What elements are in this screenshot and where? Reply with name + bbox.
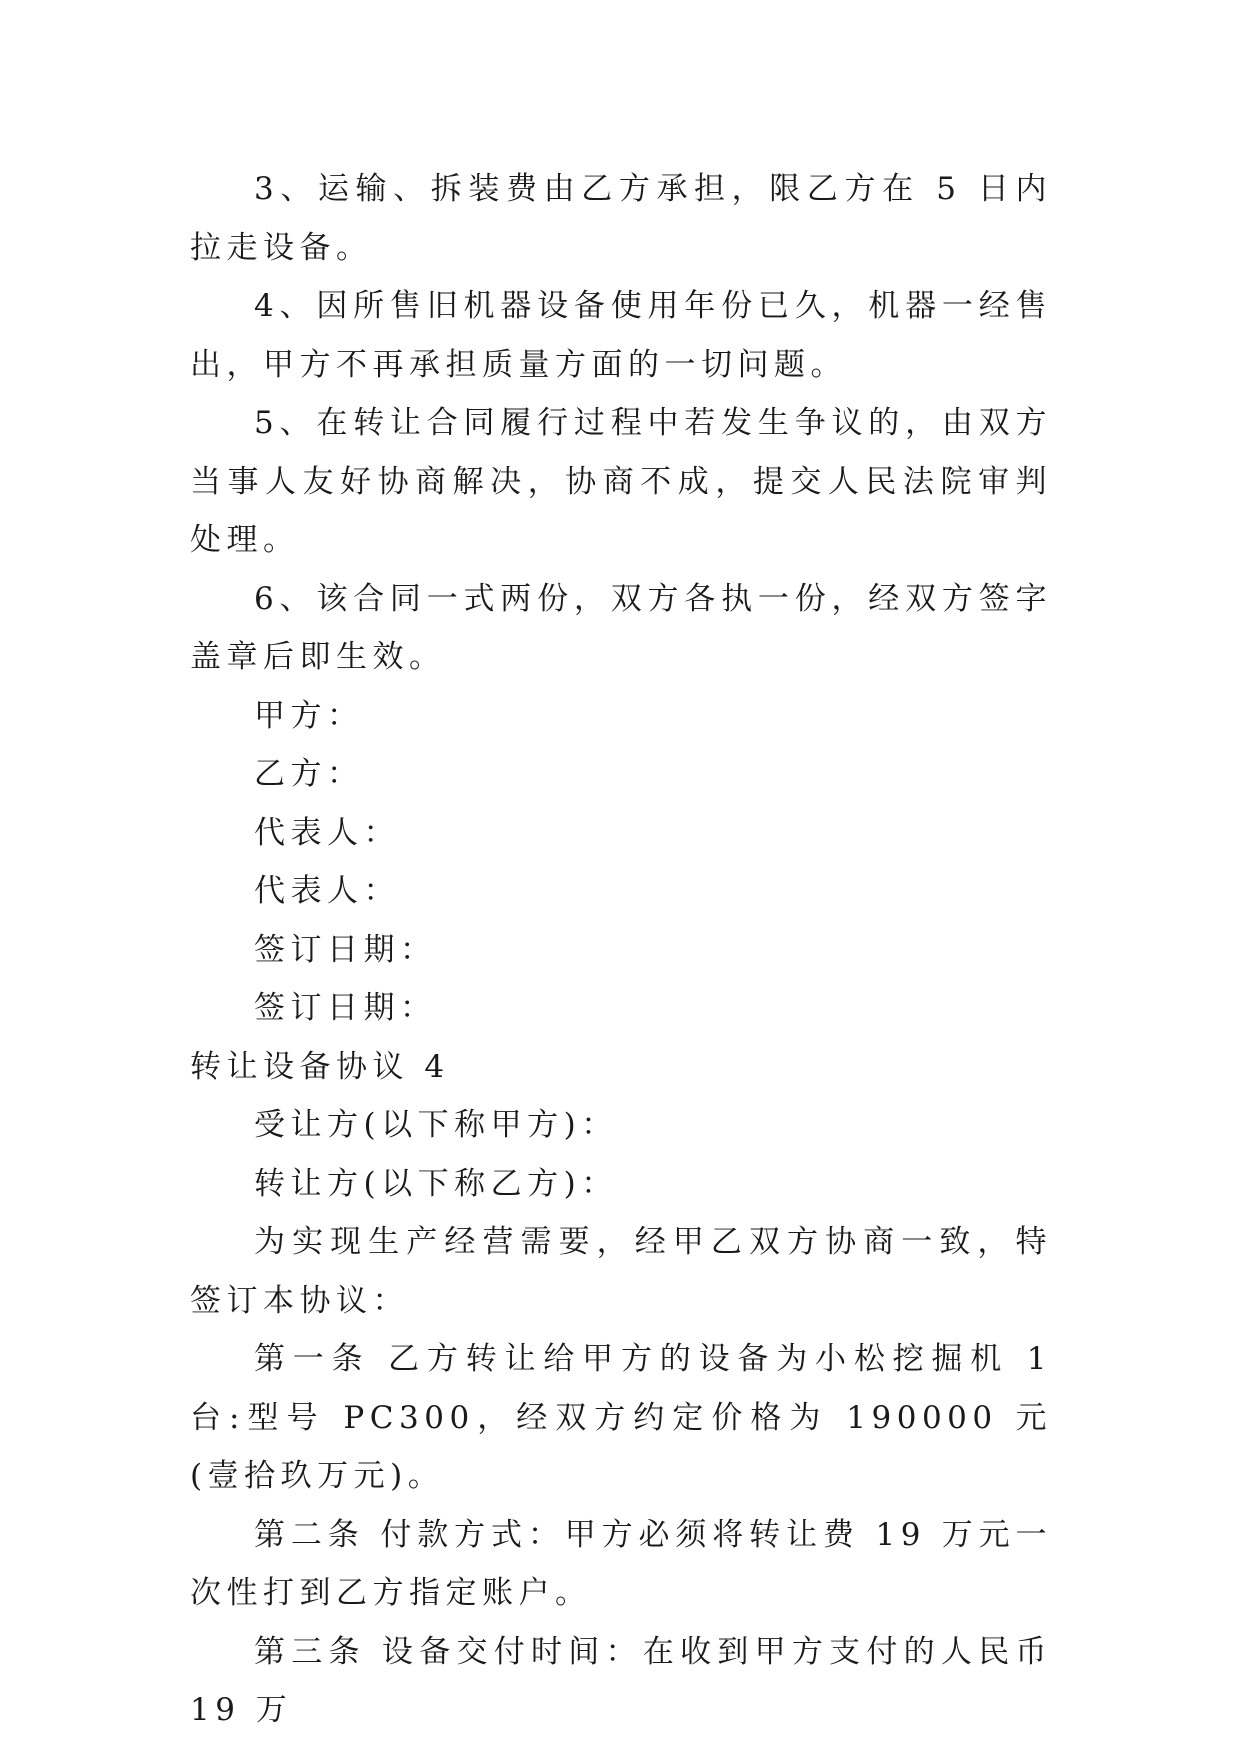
article-1: 第一条 乙方转让给甲方的设备为小松挖掘机 1 台:型号 PC300，经双方约定价格为 190000 元(壹拾玖万元)。 [190,1341,1052,1494]
preamble: 为实现生产经营需要，经甲乙双方协商一致，特签订本协议： [190,1224,1052,1319]
article-2: 第二条 付款方式：甲方必须将转让费 19 万元一次性打到乙方指定账户。 [190,1516,1052,1611]
signature-representative-a: 代表人： [254,814,400,851]
clause-6: 6、该合同一式两份，双方各执一份，经双方签字盖章后即生效。 [190,580,1052,675]
clause-3: 3、运输、拆装费由乙方承担，限乙方在 5 日内拉走设备。 [190,171,1052,266]
signature-representative-b: 代表人： [254,873,400,909]
signature-party-a: 甲方： [254,697,364,734]
transferee-line: 受让方(以下称甲方)： [254,1107,618,1143]
transferor-line: 转让方(以下称乙方)： [254,1165,618,1202]
article-3: 第三条 设备交付时间：在收到甲方支付的人民币 19 万 [190,1633,1052,1728]
clause-5: 5、在转让合同履行过程中若发生争议的，由双方当事人友好协商解决，协商不成，提交人民法院审判处理。 [190,405,1052,558]
clause-4: 4、因所售旧机器设备使用年份已久，机器一经售出，甲方不再承担质量方面的一切问题。 [190,288,1052,383]
signing-date-a: 签订日期： [254,931,437,968]
signature-party-b: 乙方： [254,756,364,792]
agreement-title: 转让设备协议 4 [190,1048,450,1085]
signing-date-b: 签订日期： [254,990,437,1026]
document-body [190,160,1052,1740]
